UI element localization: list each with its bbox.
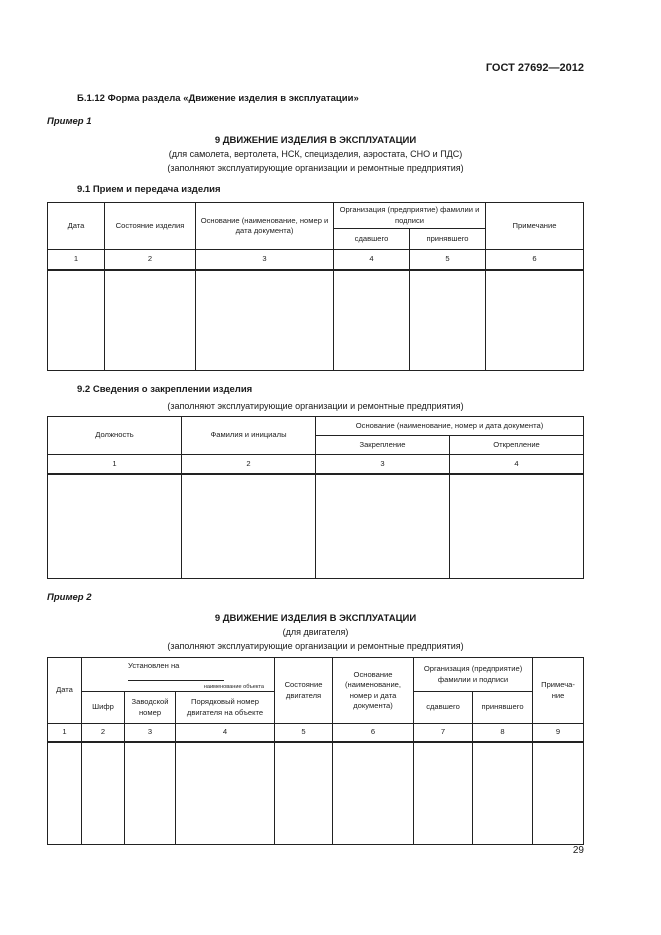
blank-cell (125, 742, 176, 845)
col-state: Состояние двигателя (275, 658, 333, 724)
col-number: 1 (48, 455, 182, 474)
blank-cell (486, 270, 584, 371)
col-number: 3 (125, 724, 176, 742)
col-date: Дата (48, 658, 82, 724)
col-organization: Организация (предприятие) фамилии и подписи (334, 203, 486, 229)
col-number: 3 (196, 250, 334, 270)
col-organization: Организация (предприятие) фамилии и подписи (414, 658, 533, 692)
blank-cell (334, 270, 410, 371)
example-2-fillers: (заполняют эксплуатирующие организации и ремонтные предприятия) (167, 641, 464, 651)
blank-cell (48, 474, 182, 579)
col-handed: сдавшего (334, 229, 410, 250)
example-2-label: Пример 2 (47, 592, 92, 603)
example-2-scope: (для двигателя) (282, 626, 349, 637)
blank-cell (333, 742, 414, 845)
example-1-label: Пример 1 (47, 116, 92, 127)
col-number: 5 (275, 724, 333, 742)
example-1-title: 9 ДВИЖЕНИЕ ИЗДЕЛИЯ В ЭКСПЛУАТАЦИИ (214, 135, 417, 146)
subsection-9-2-title: 9.2 Сведения о закреплении изделия (77, 384, 253, 395)
col-number: 5 (410, 250, 486, 270)
blank-cell (82, 742, 125, 845)
blank-cell (450, 474, 584, 579)
example-2-heading (47, 613, 584, 653)
example-1-scope: (для самолета, вертолета, НСК, специзделия, аэростата, СНО и ПДС) (168, 148, 463, 159)
engine-movement-table (47, 657, 584, 845)
col-factory-number: Заводской номер (125, 692, 176, 724)
col-number: 4 (450, 455, 584, 474)
subsection-9-1-title: 9.1 Прием и передача изделия (77, 184, 221, 195)
blank-cell (48, 270, 105, 371)
blank-cell (473, 742, 533, 845)
blank-cell (410, 270, 486, 371)
standard-code: ГОСТ 27692—2012 (485, 62, 584, 74)
col-number: 1 (48, 250, 105, 270)
col-number: 2 (82, 724, 125, 742)
col-date: Дата (48, 203, 105, 250)
col-sequence-number: Порядковый номер двигателя на объекте (176, 692, 275, 724)
assignment-table (47, 416, 584, 579)
col-number: 2 (105, 250, 196, 270)
blank-cell (414, 742, 473, 845)
blank-cell (196, 270, 334, 371)
col-note: Примечание (486, 203, 584, 250)
col-received: принявшего (410, 229, 486, 250)
col-unassign: Открепление (450, 436, 584, 455)
blank-cell (105, 270, 196, 371)
col-basis: Основание (наименование, номер и дата документа) (316, 417, 584, 436)
object-name-line (128, 672, 224, 681)
page-number: 29 (572, 845, 584, 856)
object-name-caption: наименование объекта (203, 684, 265, 690)
blank-cell (316, 474, 450, 579)
col-number: 7 (414, 724, 473, 742)
col-note: Примеча-ние (533, 658, 584, 724)
col-number: 2 (182, 455, 316, 474)
subsection-9-2-fillers: (заполняют эксплуатирующие организации и ремонтные предприятия) (167, 401, 464, 411)
example-1-heading (47, 135, 584, 175)
col-number: 1 (48, 724, 82, 742)
col-received: принявшего (473, 692, 533, 724)
col-number: 6 (486, 250, 584, 270)
blank-cell (182, 474, 316, 579)
example-1-fillers: (заполняют эксплуатирующие организации и ремонтные предприятия) (167, 163, 464, 173)
reception-transfer-table (47, 202, 584, 371)
blank-cell (48, 742, 82, 845)
col-number: 4 (176, 724, 275, 742)
col-basis: Основание (наименование, номер и дата документа) (196, 203, 334, 250)
blank-cell (533, 742, 584, 845)
col-number: 8 (473, 724, 533, 742)
col-basis: Основание (наименование, номер и дата документа) (333, 658, 414, 724)
col-number: 9 (533, 724, 584, 742)
section-title: Б.1.12 Форма раздела «Движение изделия в эксплуатации» (77, 93, 359, 104)
installed-on-label: Установлен на (128, 661, 180, 670)
col-cipher: Шифр (82, 692, 125, 724)
example-2-title: 9 ДВИЖЕНИЕ ИЗДЕЛИЯ В ЭКСПЛУАТАЦИИ (214, 613, 417, 624)
blank-cell (176, 742, 275, 845)
col-handed: сдавшего (414, 692, 473, 724)
col-state: Состояние изделия (105, 203, 196, 250)
col-installed-on (82, 658, 275, 692)
col-name: Фамилия и инициалы (182, 417, 316, 455)
col-number: 3 (316, 455, 450, 474)
col-position: Должность (48, 417, 182, 455)
blank-cell (275, 742, 333, 845)
col-number: 4 (334, 250, 410, 270)
col-number: 6 (333, 724, 414, 742)
col-assign: Закрепление (316, 436, 450, 455)
